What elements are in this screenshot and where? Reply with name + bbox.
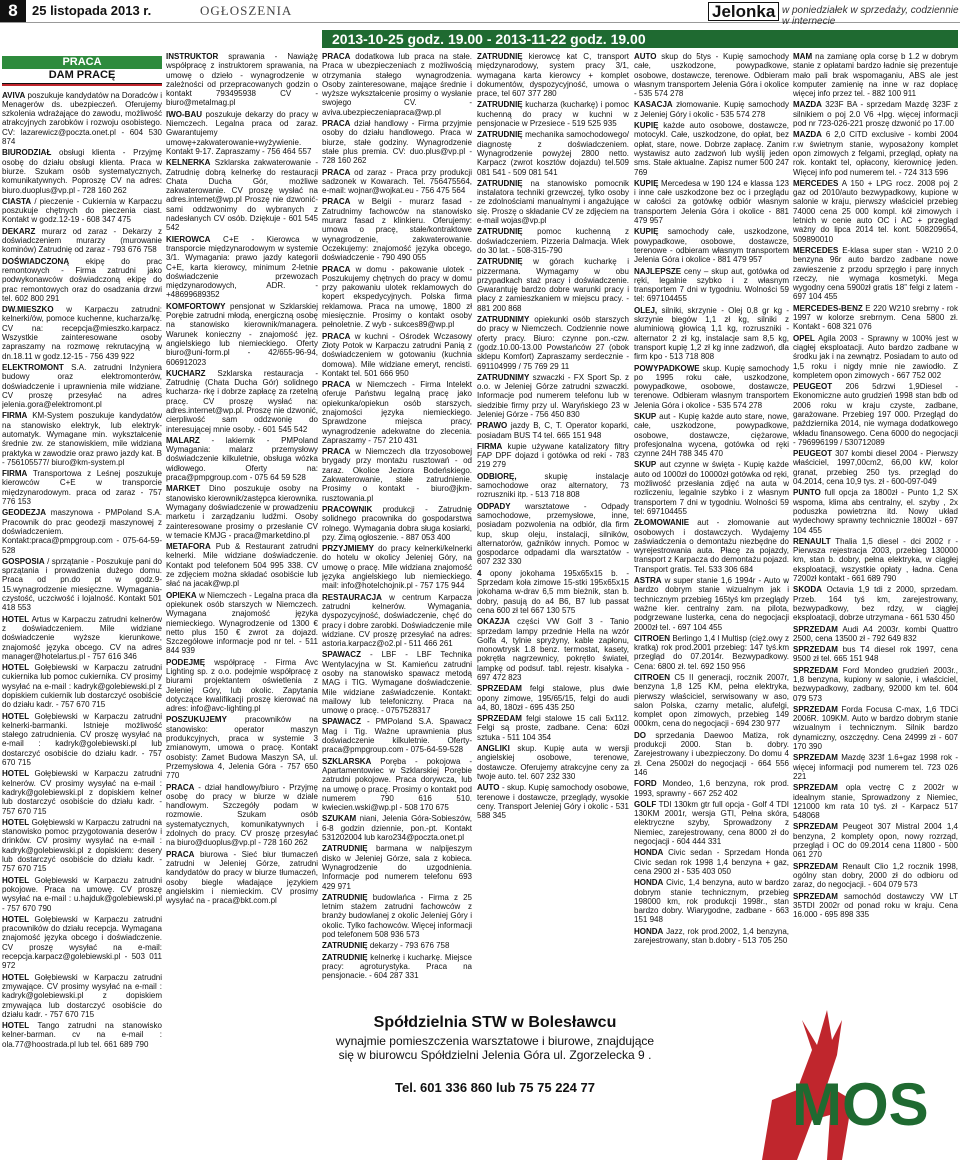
ads-list	[634, 52, 789, 945]
classified-ad: HOTEL Gołębiewski w Karpaczu zatrudni pokojowe. Praca na umowę. CV proszę wysyłać na e-mail : u.hajduk@golebiewski.pl - 757 670 790	[2, 875, 162, 913]
classified-ad: RENAULT Thalia 1,5 diesel - dci 2002 r - Pierwsza rejestracja 2003, przebieg 130000 km, stan b. dobry, pełna elektryka, w ciągłej eksploatacji, wszystkie opłaty , ładna. Cena 7200zł kontakt - 661 689 790	[793, 536, 958, 584]
classified-ad: METAFORA Pub & Restaurant zatrudni kelnerki. Mile widziane doświadczenie. Kontakt pod telefonem 504 995 338. CV ze zdjęciem można składać osobiście lub słać na jacak@wp.pl	[166, 542, 318, 589]
classified-ad: SPRZEDAM Peugeot 307 Mistral 2004 1,4 benzyna, 2 komplety opon, nowy rozrząd, przegląd i OC do 09.2014 cena 11800 - 500 061 270	[793, 822, 958, 860]
classified-ad: ZATRUDNIMY szwaczki - FX Sport Sp. z o.o. w Jeleniej Górze zatrudni szwaczki. Informacje pod numerem telefonu lub w siedzibie firmy przy ul. Waryńskiego 23 w Jeleniej Górze - 756 450 830	[477, 372, 629, 419]
classified-ad: HOTEL Gołębiewski w Karpaczu zatrudni kelnerki-barmanki. Istnieje możliwość stałego zatrudnienia. CV proszę wysyłać na e-mail : kadryk@golebiewski.pl lub dostarczyć osobiście do działu kadr. - 757 670 715	[2, 711, 162, 768]
classified-ad: ZATRUDNIĘ mechanika samochodowego/ diagnostę z doświadczeniem. Wynagrodzenie powyżej 2800 netto. Karpacz (zwrot kosztów dojazdu) tel.509 081 541 - 509 081 541	[477, 130, 629, 177]
classified-ad: PRACA od zaraz - Praca przy produkcji sadzonek w Kowarach. Tel. 756475564, e-mail: wojnar@wojkat.eu - 756 475 564	[322, 167, 472, 196]
classified-ad: FIRMA Transportowa z Leśnej poszukuje kierowców C+E w transporcie międzynarodowym. praca od zaraz - 757 776 153	[2, 469, 162, 507]
issue-date: 25 listopada 2013 r.	[32, 3, 152, 18]
classified-ad: PRACA w domu - pakowanie ulotek - Poszukujemy chętnych do pracy w domu przy pakowaniu ulotek reklamowych do kopert ekspedycyjnych. Polska firma reklamowa. Praca na umowę, 1800 zł miesięcznie. Prosimy o kontakt osoby pełnoletnie. Z wyb - sukces89@wp.pl	[322, 264, 472, 330]
ad-title: Spółdzielnia STW w Bolesławcu	[373, 1014, 617, 1031]
classified-ad: GOSPOSIA / sprzątanie - Poszukuje pani do sprzątania i prowadzenia dużego domu. Praca od pn.do pt w godz.9-15.wynagrodzenie miesięczne. Wymagania-czystość, uczciwość i lojalność. Kontakt 501 418 553	[2, 556, 162, 613]
classified-ad: POWYPADKOWE skup. Kupię samochody po 1995 roku całe, uszkodzone, powypadkowe, osobowe, dostawcze, terenowe. Odbieram własnym transportem Jelenia Góra i okolice - 535 574 278	[634, 363, 789, 410]
classified-ad: ZŁOMOWANIE aut - złomowanie aut osobowych i dostawczych. Wydajemy zaświadczenia o demontażu niezbędne do wyrejestrowania auta. Płacę za pojazdy, transport z Karpacza do demontażu pojazd. Transport gratis. Tel. 533 306 684	[634, 518, 789, 574]
classified-ad: PODEJMĘ współpracę - Firma Avc Lighting sp. z o.o. podejmie współpracę z biurami projektantem oświetlenia z Jeleniej Góry, lub okolic. Zapytania dotyczące kwalifikacji proszę kierować na adres: info@avc-lighting.pl	[166, 657, 318, 714]
classified-ad: ZATRUDNIĘ dekarzy - 793 676 758	[322, 941, 450, 951]
classified-ad: MAZDA 6 2,0 CiTD exclusive - kombi 2004 r.w świetnym stanie, wyposażony komplet opon zimowych z felgami, przegląd, opłaty na rok. kontakt tel, opłacony, kierownicę jeden. Więcej info pod numerem tel. - 724 313 596	[793, 130, 958, 177]
classified-ad: SPRZEDAM felgi stalowe 15 cali 5x112. Felgi są proste, zadbane. Cena: 60zł sztuka - 511 104 354	[477, 714, 629, 742]
classified-ad: KELNERKA Szklarska zakwaterowanie - Zatrudnię dobrą kelnerkę do restauracji Chata Ducha Gór, możliwe zakwaterowanie. CV proszę wysłać na adres.internet@wp.pl Proszę nie dzwonić-sami oddzwonimy do wybranych z nadesłanych CV osób. Dziękuje - 601 545 542	[166, 158, 318, 233]
classified-ad: SPRZEDAM bus T4 diesel rok 1997, cena 9500 zł tel. 665 151 948	[793, 645, 958, 664]
classified-ad: POSZUKUJEMY pracowników na stanowisko: operator maszyn produkcyjnych, praca w systemie 3 zmianowym, umowa o pracę. Kontakt osobisty: Zamet Budowa Maszyn SA, ul. Przemysłowa 4, Jelenia Góra - 757 650 770	[166, 715, 318, 781]
classified-ad: MERCEDES E-klasa super stan - W210 2.0 benzyna 96r auto bardzo zadbane nowe zawieszenie z przodu sprzęgło i parę innych rzeczy, nie wymaga kosmetyki. Mega wygodny cena 5900zł gratis 18” felgi z latem - 697 104 455	[793, 245, 958, 302]
classified-ad: MALARZ - lakiernik - PMPoland Wymagania: malarz przemysłowy doświadczenie kilkuletnie, obsługa wózka widłowego. Oferty na: praca@pmpgroup.com - 075 64 59 528	[166, 435, 318, 483]
classified-ad: HONDA Jazz, rok prod.2002, 1,4 benzyna, zarejestrowany, stan b.dobry - 513 705 250	[634, 926, 789, 946]
section-heading: PRACA	[2, 56, 162, 69]
classified-ad: PRACA w Niemczech dla trzyosobowej brygady przy montażu rusztowań - od zaraz. Okolice Jeziora Bodeńskiego. Zakwaterowanie, stałe zatrudnienie. Prosimy o kontakt - biuro@jkm-rusztowania.pl	[322, 447, 472, 503]
classified-ad: PEUGEOT 307 kombi diesel 2004 - Pierwszy właściciel, 1997,00cm2, 66,00 kW, kolor granat, przebieg 250 tys. przegląd do 04.2014, cena 10,9 tys. zł - 600-097-049	[793, 449, 958, 487]
classified-ad: OPIEKA w Niemczech - Legalna praca dla opiekunek osób starszych w Niemczech. Wymagana znajomość języka niemieckiego. Wynagrodzenie od 1300 € netto plus 150 € zwrot za dojazd. Szczegółowe informacje pod nr tel. - 511 844 939	[166, 590, 318, 656]
classified-ad: PRACA - dział handlowy/biuro - Przyjmę osobę do pracy w biurze w dziale handlowym. Szczegóły podam w rozmowie. Szukam osób systematycznych, komunikatywnych i zdolnych do pracy. CV proszę przesyłać na biuro@duoplus@vp.pl - 728 160 262	[166, 782, 318, 848]
classified-ad: IWO-BAU poszukuje dekarzy do pracy w Niemczech. Legalna praca od zaraz. Gwarantujemy umowę+zakwaterowanie+wyżywienie. Kontakt 9-17. Zapraszamy - 756 464 557	[166, 109, 318, 156]
section-subheading: DAM PRACĘ	[2, 69, 162, 83]
classified-ad: PRACOWNIK produkcji - Zatrudnię solidnego pracownika do gospodarstwa rolnego. Wymagania dobra sługa kosiarki, pzy. Zimą ogłoszenie. - 887 053 400	[322, 504, 472, 542]
classified-ad: HOTEL Gołębiewski w Karpaczu zatrudni cukiernika lub pomoc cukiernika. CV prosimy wysyłać na e-mail : kadryk@golebiewski.pl z dopiskiem cukiernik lub dostarczyć osobiście do działu kadr. - 757 670 715	[2, 663, 162, 710]
ads-list	[2, 91, 162, 1049]
header-tagline: w poniedziałek w sprzedaży, codziennie w internecie	[782, 5, 959, 27]
classified-ad: KASACJA złomowanie. Kupię samochody z Jeleniej Góry i okolic - 535 574 278	[634, 100, 789, 119]
classified-ad: MAM na zamianę opla corsę b 1.2 w dobrym stanie z opłatami bardzo ładnie się prezentuje mało pali brak wspomaganiu, ABS ale jest komputer zamienię na inne w raz dopłacę więcej info przez tel. - 882 100 911	[793, 52, 958, 99]
classified-ad: GEODEZJA maszynowa - PMPoland S.A. Pracownik do prac geodezji maszynowej z doświadczeniem. Kontakt:praca@pmpgroup.com - 075-64-59-528	[2, 508, 162, 555]
classified-ad: ZATRUDNIĘ kierowcę kat C, transport międzynarodowy, system pracy 3/1, wymagana karta kierowcy + komplet dokumentów, dyspozycyjność, umowa o prace, tel 607 377 280	[477, 52, 629, 99]
classified-ad: HONDA Civic, 1,4 benzyna, auto w bardzo dobrym stanie technicznym, przebieg 198000 km, rok produkcji 1998r., stan bardzo dobry. Wiarygodne, zadbane - 663 151 948	[634, 878, 789, 925]
page-header	[0, 0, 960, 27]
classified-ad: GOLF TDI 130km gtr full opcja - Golf 4 TDI 130KM 2001r, wersja GTI, Pełna skóra, elektryczne szyby, Sprowadzony z Niemiec, zarejestrowany, cena 8000 zł do negocjacji - 604 444 331	[634, 799, 789, 847]
ads-list	[322, 52, 472, 981]
classified-ad: CITROEN Berlingo 1,4 l Multisp (cięż.owy z kratką) rok prod.2001 przebieg: 147 tyś.km przegląd do 07.2014r. Bezwypadkowy. Cena: 6800 zł. tel. 692 150 956	[634, 633, 789, 671]
classified-ad: DOŚWIADCZONĄ ekipę do prac remontowych - Firma zatrudni jako podwykonawców doświadczoną ekipę do prac remontowych oraz do osadzania drzwi tel. 602 800 291	[2, 256, 162, 303]
classified-ad: SPRZEDAM Mazdę 323f 1.6+gaz 1998 rok - więcej informacji pod numerem tel. 723 026 221	[793, 753, 958, 781]
classified-ad: 4 opony jokohama 195x65x15 b. - Sprzedam koła zimowe 15-stki 195x65x15 jokohama w-drav 6,5 mm bieżnik, stan b. dobry, pasują do a4 B6, B7 lub passat cena 600 zł tel 667 130 575	[477, 568, 629, 615]
classified-ad: SPRZEDAM Ford Mondeo grudzień 2003r., 1,8 benzyna, kupiony w salonie, i właściciel, bezwypadkowy, zadbany, 92000 km tel. 604 079 573	[793, 665, 958, 703]
classified-ad: DO sprzedania Daewoo Matiza, rok produkcji 2000. Stan b. dobry. Zarejestrowany i ubezpieczony. Do domu 4 zł. Cena 2500zł do negocjacji - 664 556 146	[634, 730, 789, 777]
classified-ad: ZATRUDNIĘ pomoc kuchenną z doświadczeniem. Pizzeria Dalmacja. Wiek do 30 lat. - 508-315-790	[477, 227, 629, 255]
classified-ad: SPAWACZ - PMPoland S.A. Spawacz Mag i Tig. Ważne uprawnienia plus doświadczenie kilkuletnie. Oferty-praca@pmpgroup.com - 075-64-59-528	[322, 717, 472, 755]
classified-ad: SPAWACZ - LBF - LBF Technika Wentylacyjna w St. Kamieńcu zatrudni osoby na stanowisko spawacz metodą MAG i TIG. Wymagane doświadczenie. Mile widziane zaświadczenie. Kontakt: mailowy lub telefoniczny. Praca na umowę o pracę. - 0757528317	[322, 650, 472, 716]
classified-ad: CITROEN C5 II generacji, rocznik 2007r, benzyna 1,8 125 KM, pełna elektryka, pierwszy właściciel, serwisowany w aso, salon Polska, czarny metalic, alufelgi, komplet opon zimowych, przebieg 149 000km, cena do negocjacji - 694 230 977	[634, 673, 789, 729]
classified-ad: ZATRUDNIĘ kelnerkę i kucharkę. Miejsce pracy: agroturystyka. Praca na pensjonacie. - 604 287 331	[322, 952, 472, 981]
classified-ad: PRZYJMIEMY do pracy kelnerki/kelnerki do hotelu w okolicy Jeleniej Góry, na umowę o pracę. Mile widziana znajomość języka angielskiego lub niemieckiego. mail: info@hotelchojnik.pl - 757 175 944	[322, 544, 472, 591]
classified-ad: HOTEL Gołębiewski w Karpaczu zatrudni kelnerów. CV prosimy wysyłać na e-mail : kadryk@golebiewski.pl z dopiskiem kelner lub dostarczyć osobiście do działu kadr. - 757 670 715	[2, 769, 162, 816]
classified-ad: KUPIĘ samochody całe, uszkodzone, powypadkowe, osobowe, dostawcze, terenowe - odbieram własnym transportem Jelenia Góra i okolice - 881 479 957	[634, 227, 789, 265]
column-4	[477, 52, 629, 987]
classified-ad: ASTRA w super stanie 1,6 1994r - Auto w bardzo dobrym stanie wizualnym jak i technicznym przebieg 165tyś km przeglądy ważne kier. centralny zam. na pilota, podgrzewane lusterka, cena do negocjacji 2000zł tel. - 697 104 455	[634, 576, 789, 632]
ads-list	[166, 52, 318, 905]
column-1	[2, 52, 162, 1167]
classified-ad: HOTEL Gołębiewski w Karpaczu zatrudni na stanowisko pomoc przygotowania deserów i drinków. CV prosimy wysyłać na e-mail : kadryk@golebiewski.pl z dopiskiem: desery lub dostarczyć osobiście do działu kadr. - 757 670 715	[2, 817, 162, 874]
classified-ad: SPRZEDAM opla vectrę C z 2002r w idealnym stanie, Sprowadzony z Niemiec, 121000 km rata 10 tyś. zł - Karpacz 517 548068	[793, 783, 958, 821]
classified-ad: ODPADY warsztatowe - Odpady samochodowe, przemysłowe, inne, posiadam pozwolenia na odbiór, dla firm kup, skup oleju, instalacji, silników, alternatorów, gaźników innych. Pomoc w gospodarce odpadami dla warsztatów - 607 232 330	[477, 501, 629, 567]
classified-ad: ANGLIKI skup. Kupię auta w wersji angielskiej osobowe, terenowe, dostawcze. Oferujemy atrakcyjne ceny za twoje auto. tel. 607 232 330	[477, 744, 629, 781]
classified-ad: HOTEL Tango zatrudni na stanowisko kelner-barman. cv na e-mail : ola.77@hoostrada.pl lub tel. 661 689 790	[2, 1021, 162, 1049]
classified-ad: PRACA biurowa - Sieć biur tłumaczeń zatrudni w Jeleniej Górze, zatrudni kandydatów do pracy w biurze tłumaczeń, osoby biegle władające językiem angielskim i niemieckim. CV prosimy wysyłać na - praca@bkt.com.pl	[166, 849, 318, 906]
classified-ad: FIRMA kupie używane katalizatory filtry FAP DPF dojazd i gotówka od reki - 783 219 279	[477, 441, 629, 470]
jelonka-logo: Jelonka	[708, 2, 779, 21]
classified-ad: NAJLEPSZE ceny – skup aut, gotówka od ręki, legalnie szybko i z własnym transportem 7 dni w tygodniu. Wolności 59 tel: 697104455	[634, 266, 789, 304]
classified-ad: KUPIĘ Mercedesa w 190 124 e klassa 123 i inne całe uszkodzone bez oc i przeglądu w całości za gotówkę odbiór własnym transportem Jelenia Góra i okolice - 881 479 957	[634, 178, 789, 226]
classified-ad: AUTO - skup. Kupię samochody osobowe, terenowe i dostawcze, przeglądy, wysokie ceny. Transport Jeleniej Góry i okolic - 531 588 345	[477, 783, 629, 821]
classified-ad: AVIVA poszukuje kandydatów na Doradców i Menagerów ds. ubezpieczeń. Oferujemy szkolenia wdrażające do zawodu, możliwość atrakcyjnych zarobków i rozwoju osobistego. CV: lazarewicz@poczta.onet.pl - 604 530 874	[2, 90, 162, 147]
mos-logo-text: MOS	[792, 1071, 929, 1138]
classified-ad: ZATRUDNIĘ budowlańca - Firma z 25 letnim stażem zatrudni fachowców z branży budowlanej z okolic Jeleniej Góry i okolic. Tylko fachowców. Więcej informacji pod telefonem 508 936 573	[322, 892, 472, 940]
section-praca-dam	[2, 56, 162, 86]
classified-ad: KOMFORTOWY pensjonat w Szklarskiej Porębie zatrudni młodą, energiczną osobę na stanowisko kierownik/managera. Warunek konieczny - znajomość jęz. angielskiego lub niemieckiego. Oferty biuro@uni-form.pl - 42/655-96-94, 606912023	[166, 301, 318, 367]
ads-list	[793, 52, 958, 919]
classified-ad: SZUKAM niani, Jelenia Góra-Sobieszów, 6-8 godzin dziennie, pon.-pt. Kontakt 531202004 lub karo234@poczta.onet.pl	[322, 814, 472, 843]
classified-ad: ZATRUDNIĘ w górach kucharkę i pizzermana. Wymagamy w obu przypadkach staż pracy i doświadczenie. Gwarantuję bardzo dobre warunki pracy i płacy z zamieszkaniem w miejscu pracy. - 881 200 868	[477, 257, 629, 313]
classified-ad: PRAWO jazdy B, C, T. Operator koparki, posiadam BUS T4 tel. 665 151 948	[477, 421, 629, 440]
classified-ad: SPRZEDAM felgi stalowe, plus dwie opony zimowe, 195/65/15, felgi do audi a4, 80, 180zł - 695 435 250	[477, 684, 629, 712]
classified-ad: RESTAURACJA w centrum Karpacza zatrudni kelnerów. Wymagania, dyspozycyjność, doświadczenie, chęć do pracy i dobre zarobki. Doświadczenie mile widziane. CV proszę przesyłać na adres: astoria.karpacz@o2.pl - 511 466 261	[322, 592, 472, 649]
classified-ad: HOTEL Gołębiewski w Karpaczu zatrudni zmywające. CV prosimy wysyłać na e-mail : kadryk@golebiewski.pl z dopiskiem zmywająca lub dostarczyć osobiście do działu kadr. - 757 670 715	[2, 972, 162, 1019]
classified-ad: ELEKTROMONT S.A. zatrudni Inżyniera budowy oraz elektromonterów, doświadczenie i uprawnienia mile widziane. CV proszę przesyłać na adres jelenia.gora@elektromont.pl	[2, 362, 162, 410]
stw-advertisement	[322, 990, 958, 1169]
page-number: 8	[0, 0, 26, 22]
classified-ad: SPRZEDAM Renault Clio 1,2 rocznik 1998, ogólny stan dobry, 2000 zł do odbioru od zaraz, do negocjacji. - 604 079 573	[793, 861, 958, 890]
classified-ad: FORD Mondeo, 1,6 benzyna, rok prod. 1993, sprawny - 667 252 402	[634, 779, 789, 798]
classified-ad: PRACA w kuchni - Ośrodek Wczasowy Złoty Potok w Karpaczu zatrudni Panią z doświadczeniem w gotowaniu (kuchnia domowa). Mile widziane emeryt, rencisti. Kontakt tel. 501 666 950	[322, 331, 472, 378]
classified-ad: KUCHARZ Szklarska restauracja - Zatrudnię (Chata Ducha Gór) solidnego kucharza- rkę i dobrze zapłacę za rzetelną pracę. CV proszę wysłać na: adres.internet@wp.pl. Proszę nie dzwonić, cierpliwość sam oddzwonię do interesującej mnie osoby. - 601 545 542	[166, 368, 318, 434]
classified-ad: ZATRUDNIĘ na stanowisko pomocnik instalatora techniki grzewczej, tylko osoby ze zdolnościami manualnymi i angażujące się. Proszę o składanie CV ze zdjęciem na e-mail wojas@vp.pl	[477, 178, 629, 226]
column-3	[322, 52, 472, 987]
classified-ad: PEUGEOT 206 5drzwi 1,9Diesel - Ekonomiczne auto grudzień 1998 stan bdb od 2006 roku w kraju czyste, zadbane, garażowane. Przebieg 197 000. Przegląd do października 2014, nie wymaga dodatkowego wkładu finansowego. Cena 6000 do negocjacji - 796996199 / 530712089	[793, 382, 958, 447]
classified-ad: OLEJ, silniki, skrzynie - Olej 0,8 gr kg - skrzynie biegów 1,1 zł kg, silniki z aluminiową głowicą 1,1 kg, rozruszniki - alternator 2 zł kg, instalacje sam 8,5 kg, transport kupię 1,2 zł kg inne zadzwoń, dla firm kpo - 513 718 808	[634, 305, 789, 362]
ad-phone: Tel. 601 336 860 lub 75 75 224 77	[395, 1080, 595, 1095]
classified-ad: ZATRUDNIĘ barmana w nalpijeszym disko w Jeleniej Górze, sala z kobieca. Wynagrodzenie do uzgodnienia. Informacje pod numerem telefonu 693 429 971	[322, 844, 472, 891]
classified-ad: PRACA dodatkowa lub praca na stałe. Praca w ubezpieczeniach z możliwością otrzymania stałego wynagrodzenia. Osoby zainteresowane, mające średnie i wyższe wykształcenie prosimy o wysłanie swojego CV. - aviva.ubezpieczeniapraca@wp.pl	[322, 52, 472, 117]
classified-ad: HONDA Civic sedan - Sprzedam Honda Civic sedan rok 1998 1,4 benzyna + gaz, cena 2900 zł - 535 403 050	[634, 848, 789, 876]
classified-ad: BIURODZIAŁ obsługi klienta - Przyjmę osobę do działu obsługi klienta. Praca w biurze. Szukam osób systematycznych, komunikatywnych. Poproszę CV na adres: biuro.duoplus@vp.pl - 728 160 262	[2, 148, 162, 195]
column-2	[166, 52, 318, 1167]
classified-ad: KIEROWCA C+E - Kierowca w transporcie międzynarodowym w systemie 3/1. Wymagania: prawo jazdy kategorii C+E, karta kierowcy, minimum 2-letnie doświadczenie przewozach międzynarodowych, ADR. - +48699689352	[166, 234, 318, 300]
section-title: OGŁOSZENIA	[200, 3, 293, 18]
classified-ad: DW.MIESZKO w Karpaczu zatrudni: kelnerki/ów, pomoce kuchenne, kucharza/kę. CV na: recepcja@mieszko.karpacz. Wszystkie zainteresowane osoby zapraszamy na rozmowę rekrutacyjną w dn.18.11 w godz.12-15 - 756 439 922	[2, 305, 162, 361]
classified-ad: PRACA dział handlowy - Firma przyjmie osoby do działu handlowego. Praca w biurze, stałe godziny. Wynagrodzenie stałe plus premia. CV: duo.plus@vp.pl - 728 160 262	[322, 119, 472, 166]
classified-ad: ZATRUDNIMY opiekunki osób starszych do pracy w Niemczech. Codziennie nowe oferty pracy. Biuro: czynne pon.-czw.(godz.10.00-13.00 Powstańców 27 (obok sklepu Komfort) Zapraszamy serdecznie - 691104999 / 75 769 29 11	[477, 315, 629, 371]
section-divider	[2, 84, 162, 86]
classified-ad: OPEL Agila 2003 - Sprawny w 100% jest w ciągłej eksploatacji. Auto bardzo zadbane w środku jak i na zewnątrz. Posiadam to auto od 1,5 roku i nigdy mnie nie zawiodło. Z kompletem opon zimowych - 667 752 002	[793, 333, 958, 380]
classified-ad: PUNTO full opcja za 1800zł - Punto 1,2 SX wspoma, klima abs centralny, el. szyby , 2x poduszka powietrzna itd. Nowy układ wydechowy sprawny technicznie 1800zł - 697 104 455	[793, 488, 958, 535]
classified-ad: KUPIĘ każde auto osobowe, dostawcze, motocykl. Całe, uszkodzone, do opłat, bez opłat, stare, nowe. Dobrze zapłacę. Zanim wystawisz auto zadzwoń lub wyślij jeden sms. Stałe aktualne. Zapisz numer 500 247 769	[634, 121, 789, 177]
classified-ad: ZATRUDNIĘ kucharza (kucharkę) i pomoc kuchenną do pracy w kuchni w pensjonacie w Przesiece - 519 525 935	[477, 100, 629, 129]
classified-ad: SPRZEDAM samochód dostawczy VW LT 35TDI 2002r od ponad roku w kraju. Cena 16.000 - 695 898 335	[793, 891, 958, 920]
ad-text: wynajmie pomieszczenia warsztatowe i biurowe, znajdujące się w biurowcu Spółdzielni Jelenia Góra ul. Zgorzelecka 9 .	[335, 1034, 655, 1062]
classified-ad: OKAZJA części VW Golf 3 - Tanio sprzedam lampy przednie Hella na wzór Golfa 4, tylnie spryżyny, kable zapłonu, monowtrysk 1.8 benz. termostat, kasety, pokrętła nagrzewnicy, pokrętło świateł, lampkę od podsuf. tabl. rejestr. kisałyka - 697 472 823	[477, 617, 629, 682]
classified-ad: DEKARZ murarz od zaraz - Dekarzy z doświadczeniem murarzy (murowanie kominów) Zatrudnię od zaraz - 793 676 758	[2, 226, 162, 255]
date-range-banner: 2013-10-25 godz. 19.00 - 2013-11-22 godz. 19.00	[322, 30, 958, 48]
column-5	[634, 52, 789, 987]
classified-ad: CIASTA / pieczenie - Cukiernia w Karpaczu poszukuje chętnych do pieczenia ciast. Kontakt w godz.12-19 - 608 347 475	[2, 196, 162, 225]
classified-ad: INSTRUKTOR sprawania - Nawiążę współpracę z instruktorem sprawania, na umowę o dzieło - wynagrodzenie w zależności od przepracowanych godzin o kontakt 793495938 CV - biuro@metalmag.pl	[166, 52, 318, 108]
classified-ad: ODBIORĘ, skupię instalacje samochodowe oraz alternatory, 73 rozruszniki itp. - 513 718 808	[477, 471, 629, 500]
classified-ad: SKUP aut czynne w święta - Kupię każde auto od 1000zł do 10000zł gotówka od ręki, możliwość przesłania zdjęć na auta w rozliczeniu, legalnie szybko i z własnym transportem 7 dni w tygodniu. Wolności 59 tel: 697104455	[634, 460, 789, 516]
classified-ad: SKUP aut - Kupię każde auto stare, nowe, całe, uszkodzone, powypadkowe, osobowe, dostawcze, ciężarowe, profesjonalna wycena, gotówka od ręki czynne 24H 788 345 470	[634, 411, 789, 459]
classified-ad: PRACA w Niemczech - Firma Intelekt oferuje Państwu legalną pracę jako opiekunka/opiekun osób starszych, znajomości języka niemieckiego. Sprawdzone miejsca pracy, wynagrodzenie adekwatne do zlecenia. Zapraszamy - 757 210 431	[322, 380, 472, 445]
ads-list	[477, 52, 629, 820]
classified-ad: MAZDA 323F BA - sprzedam Mazdę 323F z silnikiem o poj 2.0 V6 +lpg. więcej informacji pod nr 723-026-221 proszę dzwonić po 17.00	[793, 100, 958, 129]
classified-ad: MERCEDES A 150 + LPG rocz. 2008 poj 2 gaz od 2010/auto bezwypadkowy, kupione w salonie w kraju, pierwszy właściciel przebieg 74000 cena 25 000 kompl. kół zimowych i letnich w cenie auto OC i AC + przegląd ważny do lipca 2014 tel. kont. 508209654, 509890010	[793, 178, 958, 244]
classified-ad: SPRZEDAM Audi A4 2003r. kombi Quattro 2500, cena 13500 zł - 792 649 832	[793, 624, 958, 643]
classified-ad: HOTEL Artus w Karpaczu zatrudni kelnerów z doświadczeniem. Mile widziane doświadczenie wyższe kierunkowe, znajomość języka obcego. CV na adres manager@hotelartus.pl - 757 616 346	[2, 614, 162, 661]
classified-ad: HOTEL Gołębiewski w Karpaczu zatrudni pracowników do działu recepcja. Wymagana znajomość języka obcego i doświadczenie. CV proszę wysyłać na e-mail: recepcja.karpacz@golebiewski.pl - 503 011 972	[2, 914, 162, 971]
classified-ad: AUTO skup do 5tys - Kupię samochody całe, uszkodzone, powypadkowe, osobowe, dostawcze, terenowe. Odbieram własnym transportem Jelenia Góra i okolice - 535 574 278	[634, 52, 789, 99]
classified-ad: SPRZEDAM Forda Focusa C-max, 1,6 TDCi 2006R. 109KM. Auto w bardzo dobrym stanie wizualnym i technicznym. Silnik bardzo dynamiczny, oszczędny. Cena 24999 zł - 607 170 390	[793, 704, 958, 752]
classified-ad: SZKLARSKA Poręba - pokojowa - Apartamentowiec w Szklarskiej Porębie zatrudni pokojowe. Praca dorywcza, lub na umowę o pracę. Prosimy o kontakt pod numerem 790 616 510. kwiecien.wski@wp.pl - 508 170 675	[322, 756, 472, 813]
classified-ad: MARKET Dino poszukuje osoby na stanowisko kierownik/zastępca kierownika. Wymagany doświadczenie w prowadzeniu marketu i zarządzaniu ludźmi. Osoby zainteresowane prosimy o przesłanie CV w temacie KMJG - praca@marketdino.pl	[166, 484, 318, 540]
classified-ad: PRACA w Belgii - murarz fasad - Zatrudnimy fachowców na stanowisko murarz fasad z klinkieru. Oferujemy: umowa o pracę, stałe/kontraktowe wynagrodzenie, zakwaterowanie. Oczekujemy: znajomość języka obcego, doświadczenie - 790 490 055	[322, 197, 472, 263]
classified-ad: SKODA Octavia 1,9 tdi z 2000, sprzedam. Przeb. 164 tyś km, zarejestrowany, bezwypadkowy, bez rdzy, w ciągłej eksploatacji, dobrze utrzymana - 661 530 450	[793, 585, 958, 623]
classified-ad: MERCEDES-BENZ E 220 W210 srebrny - rok 1997 w kolorze srebrnym. Cena 5800 zł. Kontakt - 608 321 076	[793, 303, 958, 332]
classified-ad: FIRMA KM-System poszukuje kandydatów na stanowisko elektryk, lub elektryk-automatyk. Wymagane min. wykształcenie średnie zw. ze stanowiskiem, mile widziana praktyka w zawodzie oraz prawo jazdy kat. B - 756105577/ biuro@km-system.pl	[2, 411, 162, 467]
